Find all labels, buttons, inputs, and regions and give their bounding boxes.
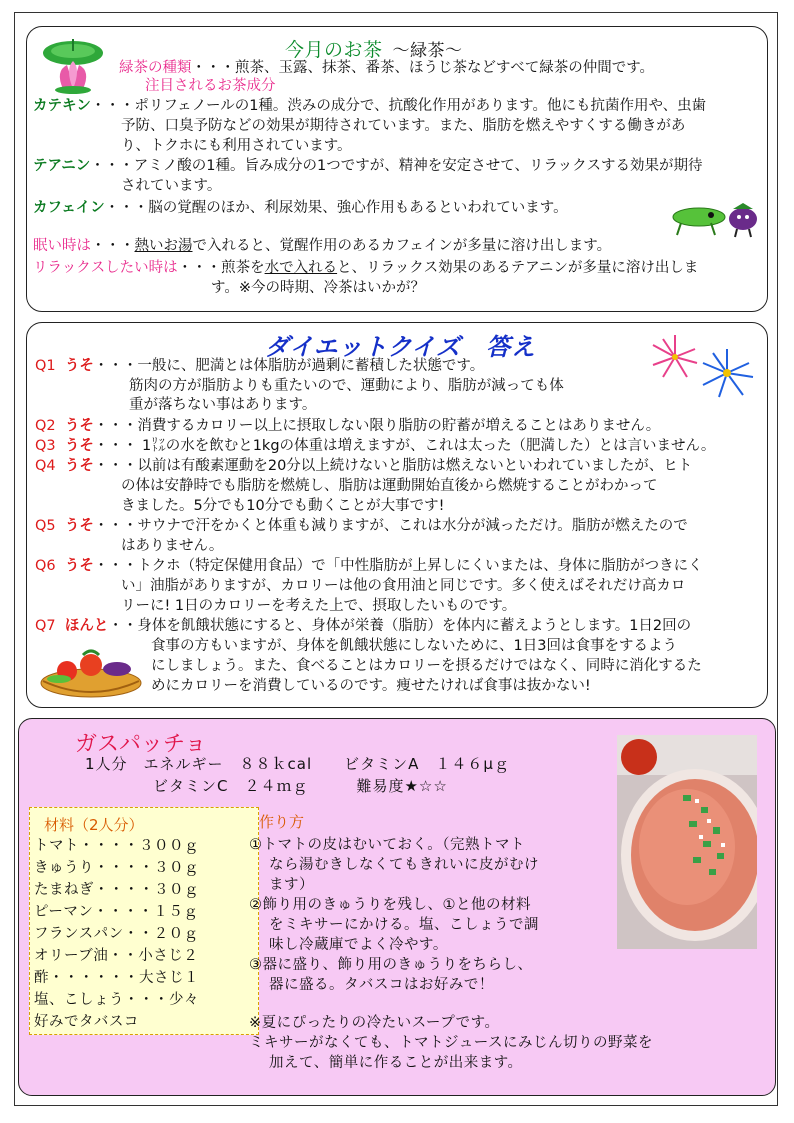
q5-text-1: ・・・サウナで汗をかくと体重も減りますが、これは水分が減っただけ。脂肪が燃えたので <box>93 518 688 534</box>
q6-text-1: ・・・トクホ（特定保健用食品）で「中性脂肪が上昇しにくいまたは、身体に脂肪がつきにく <box>93 558 703 574</box>
q6-number: Q6 <box>35 558 56 574</box>
recipe-note-2: ミキサーがなくても、トマトジュースにみじん切りの野菜を <box>249 1035 653 1051</box>
q4-answer: うそ <box>64 458 94 474</box>
q5-answer: うそ <box>64 518 94 534</box>
q4-line-1 <box>35 457 692 475</box>
q6-answer: うそ <box>64 558 94 574</box>
method-step-1-cont: なら湯むきしなくてもきれいに皮がむけ <box>269 857 539 873</box>
q1-text-1: ・・・一般に、肥満とは体脂肪が過剰に蓄積した状態です。 <box>93 358 485 374</box>
method-step-2-cont: をミキサーにかける。塩、こしょうで調 <box>269 917 539 933</box>
sleepy-text: で入れると、覚醒作用のあるカフェインが多量に溶け出します。 <box>192 238 612 254</box>
q3-answer: うそ <box>64 438 94 454</box>
ingredient-item: きゅうり・・・・３０ｇ <box>34 860 199 876</box>
ingredients-title: 材料（2人分） <box>44 816 144 834</box>
q7-number: Q7 <box>35 618 56 634</box>
method-step-2-end: 味し冷蔵庫でよく冷やす。 <box>269 937 448 953</box>
vegetable-mascots-icon <box>671 195 763 239</box>
q7-line-1 <box>35 617 691 635</box>
catechin-text-1: ・・・ポリフェノールの1種。渋みの成分で、抗酸化作用があります。他にも抗菌作用や、虫歯 <box>90 98 707 114</box>
ingredient-item: トマト・・・・３００ｇ <box>34 838 199 854</box>
relax-label: リラックスしたい時は <box>33 260 178 276</box>
method-step-2: ②飾り用のきゅうりを残し、①と他の材料 <box>249 897 531 913</box>
q1-number: Q1 <box>35 358 56 374</box>
sleepy-line <box>33 237 611 255</box>
vegetable-basket-icon <box>37 645 145 701</box>
catechin-text-3: り、トクホにも利用されています。 <box>121 138 352 154</box>
q1-text-3: 重が落ちない事はあります。 <box>129 397 317 413</box>
method-step-3: ③器に盛り、飾り用のきゅうりをちらし、 <box>249 957 533 973</box>
sleepy-label: 眠い時は <box>33 238 91 254</box>
sleepy-hot-water: 熱いお湯 <box>134 238 193 254</box>
ingredients-box <box>29 807 259 1035</box>
ingredient-item: 塩、こしょう・・・少々 <box>34 992 199 1008</box>
diet-quiz-section <box>26 322 768 708</box>
gazpacho-photo <box>617 735 757 949</box>
theanine-text-2: されています。 <box>121 178 222 194</box>
relax-line-1 <box>33 259 698 277</box>
sleepy-dots: ・・・ <box>91 238 135 254</box>
ingredient-item: ピーマン・・・・１５ｇ <box>34 904 199 920</box>
q3-text: ・・・ 1㍑の水を飲むと1kgの体重は増えますが、これは太った（肥満した）とは言いません。 <box>93 438 716 454</box>
q4-text-3: きました。5分でも10分でも動くことが大事です! <box>121 498 445 514</box>
tea-subtitle: ～緑茶～ <box>392 41 463 61</box>
q7-text-1: ・・身体を飢餓状態にすると、身体が栄養（脂肪）を体内に蓄えようとします。1日2回の <box>108 618 692 634</box>
quiz-title: ダイエットクイズ 答え <box>265 333 537 361</box>
ingredient-item: オリーブ油・・小さじ２ <box>34 948 199 964</box>
q4-number: Q4 <box>35 458 56 474</box>
q1-answer: うそ <box>64 358 94 374</box>
q5-number: Q5 <box>35 518 56 534</box>
relax-text-a: ・・・煎茶を <box>177 260 265 276</box>
q4-text-2: の体は安静時でも脂肪を燃焼し、脂肪は運動開始直後から燃焼することがわかって <box>121 478 658 494</box>
method-step-1: ①トマトの皮はむいておく。（完熟トマト <box>249 837 525 853</box>
ingredient-item: フランスパン・・２０ｇ <box>34 926 199 942</box>
theanine-label: テアニン <box>33 158 91 174</box>
recipe-note-1: ※夏にぴったりの冷たいスープです。 <box>249 1015 500 1031</box>
q6-line-1 <box>35 557 703 575</box>
q7-text-2: 食事の方もいますが、身体を飢餓状態にしないために、1日3回は食事をするよう <box>151 638 677 654</box>
method-step-3-cont: 器に盛る。タバスコはお好みで！ <box>269 977 494 993</box>
method-title: 作り方 <box>259 813 305 831</box>
catechin-text-2: 予防、口臭予防などの効果が期待されています。また、脂肪を燃えやすくする働きがあ <box>121 118 686 134</box>
recipe-section <box>18 718 776 1096</box>
nutrition-line-1: 1人分 エネルギー ８８ｋcal ビタミンA １４６μｇ <box>85 755 510 773</box>
q2-text: ・・・消費するカロリー以上に摂取しない限り脂肪の貯蓄が増えることはありません。 <box>93 418 661 434</box>
catechin-line-1 <box>33 97 706 115</box>
caffeine-line <box>33 199 568 217</box>
relax-text-2: す。※今の時期、冷茶はいかが？ <box>211 280 425 296</box>
tea-title <box>285 35 463 62</box>
relax-water: 水で入れる <box>264 260 338 276</box>
q6-text-2: い」油脂がありますが、カロリーは他の食用油と同じです。多く使えばそれだけ高カロ <box>121 578 686 594</box>
q3-number: Q3 <box>35 438 56 454</box>
ingredient-item: たまねぎ・・・・３０ｇ <box>34 882 199 898</box>
q5-line-1 <box>35 517 688 535</box>
relax-text-b: と、リラックス効果のあるテアニンが多量に溶け出しま <box>337 260 699 276</box>
lotus-icon <box>33 31 113 95</box>
q7-answer: ほんと <box>64 618 109 634</box>
caffeine-text: ・・・脳の覚醒のほか、利尿効果、強心作用もあるといわれています。 <box>104 200 568 216</box>
green-tea-section <box>26 26 768 312</box>
caffeine-label: カフェイン <box>33 200 105 216</box>
nutrition-line-2: ビタミンC ２４ｍｇ 難易度★☆☆ <box>153 777 448 795</box>
q7-text-3: にしましょう。また、食べることはカロリーを摂るだけではなく、同時に消化するた <box>151 658 702 674</box>
q1-line-1 <box>35 357 484 375</box>
tea-types-line <box>119 59 654 77</box>
theanine-line-1 <box>33 157 703 175</box>
ingredient-item: 酢・・・・・・大さじ１ <box>34 970 199 986</box>
tea-title-text: 今月のお茶 <box>285 39 383 61</box>
notable-label: 注目されるお茶成分 <box>145 78 276 94</box>
method-step-1-end: ます） <box>269 877 314 893</box>
tea-types-text: ・・・煎茶、玉露、抹茶、番茶、ほうじ茶などすべて緑茶の仲間です。 <box>191 60 655 76</box>
theanine-text-1: ・・・アミノ酸の1種。旨み成分の1つですが、精神を安定させて、リラックスする効果が期待 <box>90 158 703 174</box>
q6-text-3: リーに! 1日のカロリーを考えた上で、摂取したいものです。 <box>121 598 517 614</box>
q2-line <box>35 417 660 435</box>
q2-answer: うそ <box>64 418 94 434</box>
q2-number: Q2 <box>35 418 56 434</box>
q7-text-4: めにカロリーを消費しているのです。痩せたければ食事は抜かない! <box>151 678 591 694</box>
recipe-title: ガスパッチョ <box>75 732 207 757</box>
fireworks-icon <box>639 329 763 403</box>
catechin-label: カテキン <box>33 98 91 114</box>
recipe-note-3: 加えて、簡単に作ることが出来ます。 <box>269 1055 523 1071</box>
q4-text-1: ・・・以前は有酸素運動を20分以上続けないと脂肪は燃えないといわれていましたが、ヒト <box>93 458 693 474</box>
q1-text-2: 筋肉の方が脂肪よりも重たいので、運動により、脂肪が減っても体 <box>129 378 564 394</box>
tea-types-label: 緑茶の種類 <box>119 60 192 76</box>
q5-text-2: はありません。 <box>121 538 224 554</box>
q3-line <box>35 437 715 455</box>
ingredient-item: 好みでタバスコ <box>34 1014 139 1030</box>
